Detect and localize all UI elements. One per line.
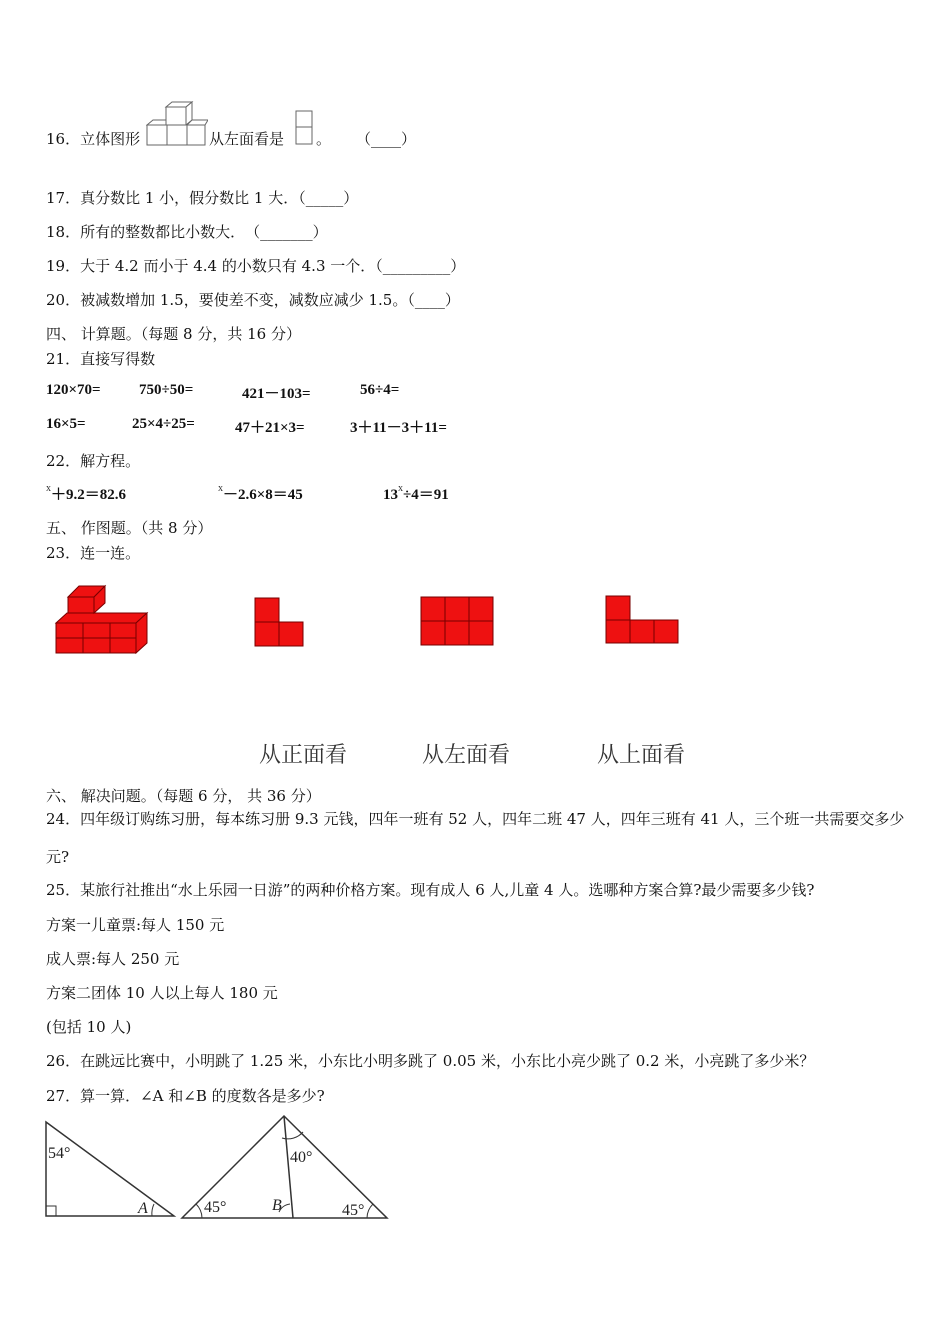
q16-middle: 从左面看是 bbox=[209, 130, 285, 148]
question-22-title: 22．解方程。 bbox=[46, 452, 141, 470]
plan-2-group: 方案二团体 10 人以上每人 180 元 bbox=[46, 984, 278, 1002]
equation-2: $^x$－2.6×8＝45 bbox=[218, 483, 303, 503]
cube-figure-icon bbox=[146, 101, 208, 147]
calc-item: 16×5= bbox=[46, 416, 86, 432]
calc-item: 421－103= bbox=[242, 386, 311, 402]
caption-left-view: 从左面看 bbox=[422, 743, 511, 768]
section-6-heading: 六、 解决问题。（每题 6 分， 共 36 分） bbox=[46, 787, 321, 805]
section-5-heading: 五、 作图题。（共 8 分） bbox=[46, 519, 213, 537]
triangle-with-cevian-figure bbox=[178, 1112, 392, 1224]
q16-prefix: 16．立体图形 bbox=[46, 130, 141, 148]
calc-item: 120×70= bbox=[46, 382, 101, 398]
angle-B-label: B bbox=[272, 1197, 282, 1214]
left-view-icon bbox=[295, 110, 313, 146]
section-4-heading: 四、 计算题。（每题 8 分，共 16 分） bbox=[46, 325, 301, 343]
red-view-l-shape bbox=[254, 596, 306, 648]
q16-end: 。 bbox=[316, 130, 332, 148]
equation-3: $13^x\div 4=91$ bbox=[383, 483, 449, 503]
caption-top-view: 从上面看 bbox=[597, 743, 686, 768]
variable-x: x bbox=[218, 483, 223, 494]
calc-item: 3＋11－3＋11= bbox=[350, 420, 447, 436]
question-20: 20．被减数增加 1.5，要使差不变，减数应减少 1.5。（____） bbox=[46, 291, 460, 309]
red-view-2x3-grid bbox=[420, 596, 496, 648]
calc-item: 750÷50= bbox=[139, 382, 194, 398]
question-19: 19．大于 4.2 而小于 4.4 的小数只有 4.3 一个．（_________） bbox=[46, 257, 466, 275]
plan-1-adult: 成人票:每人 250 元 bbox=[46, 950, 180, 968]
question-18: 18．所有的整数都比小数大． （_______） bbox=[46, 223, 328, 241]
plan-1-child: 方案一儿童票:每人 150 元 bbox=[46, 916, 225, 934]
plan-2-note: (包括 10 人) bbox=[46, 1018, 132, 1036]
red-block-solid-figure bbox=[52, 583, 152, 657]
right-triangle-figure bbox=[40, 1118, 180, 1226]
calc-item: 56÷4= bbox=[360, 382, 400, 398]
angle-54-label: 54° bbox=[48, 1145, 71, 1162]
calc-item: 25×4÷25= bbox=[132, 416, 195, 432]
variable-x: x bbox=[46, 483, 51, 494]
q16-blank[interactable]: （____） bbox=[356, 130, 417, 148]
question-21-title: 21．直接写得数 bbox=[46, 350, 156, 368]
calc-item: 47＋21×3= bbox=[235, 420, 305, 436]
question-24: 24．四年级订购练习册，每本练习册 9.3 元钱，四年一班有 52 人，四年二班 47 人，四年三班有 41 人，三个班一共需要交多少元? bbox=[46, 810, 905, 866]
angle-40-label: 40° bbox=[290, 1149, 313, 1166]
angle-A-label: A bbox=[138, 1200, 148, 1217]
caption-front-view: 从正面看 bbox=[259, 743, 348, 768]
angle-45-left-label: 45° bbox=[204, 1199, 227, 1216]
angle-45-right-label: 45° bbox=[342, 1202, 365, 1219]
equation-1: $^x$＋9.2＝82.6 bbox=[46, 483, 127, 503]
red-view-long-l-shape bbox=[605, 594, 681, 646]
question-16 bbox=[46, 128, 140, 149]
variable-x: x bbox=[398, 483, 403, 494]
question-23-title: 23．连一连。 bbox=[46, 544, 141, 562]
question-17: 17．真分数比 1 小，假分数比 1 大．（_____） bbox=[46, 189, 359, 207]
question-27: 27．算一算．∠A 和∠B 的度数各是多少? bbox=[46, 1087, 325, 1105]
question-25: 25．某旅行社推出“水上乐园一日游”的两种价格方案。现有成人 6 人,儿童 4 人。选哪种方案合算?最少需要多少钱? bbox=[46, 881, 815, 899]
question-26: 26．在跳远比赛中，小明跳了 1.25 米，小东比小明多跳了 0.05 米，小东比小亮少跳了 0.2 米，小亮跳了多少米？ bbox=[46, 1052, 815, 1070]
